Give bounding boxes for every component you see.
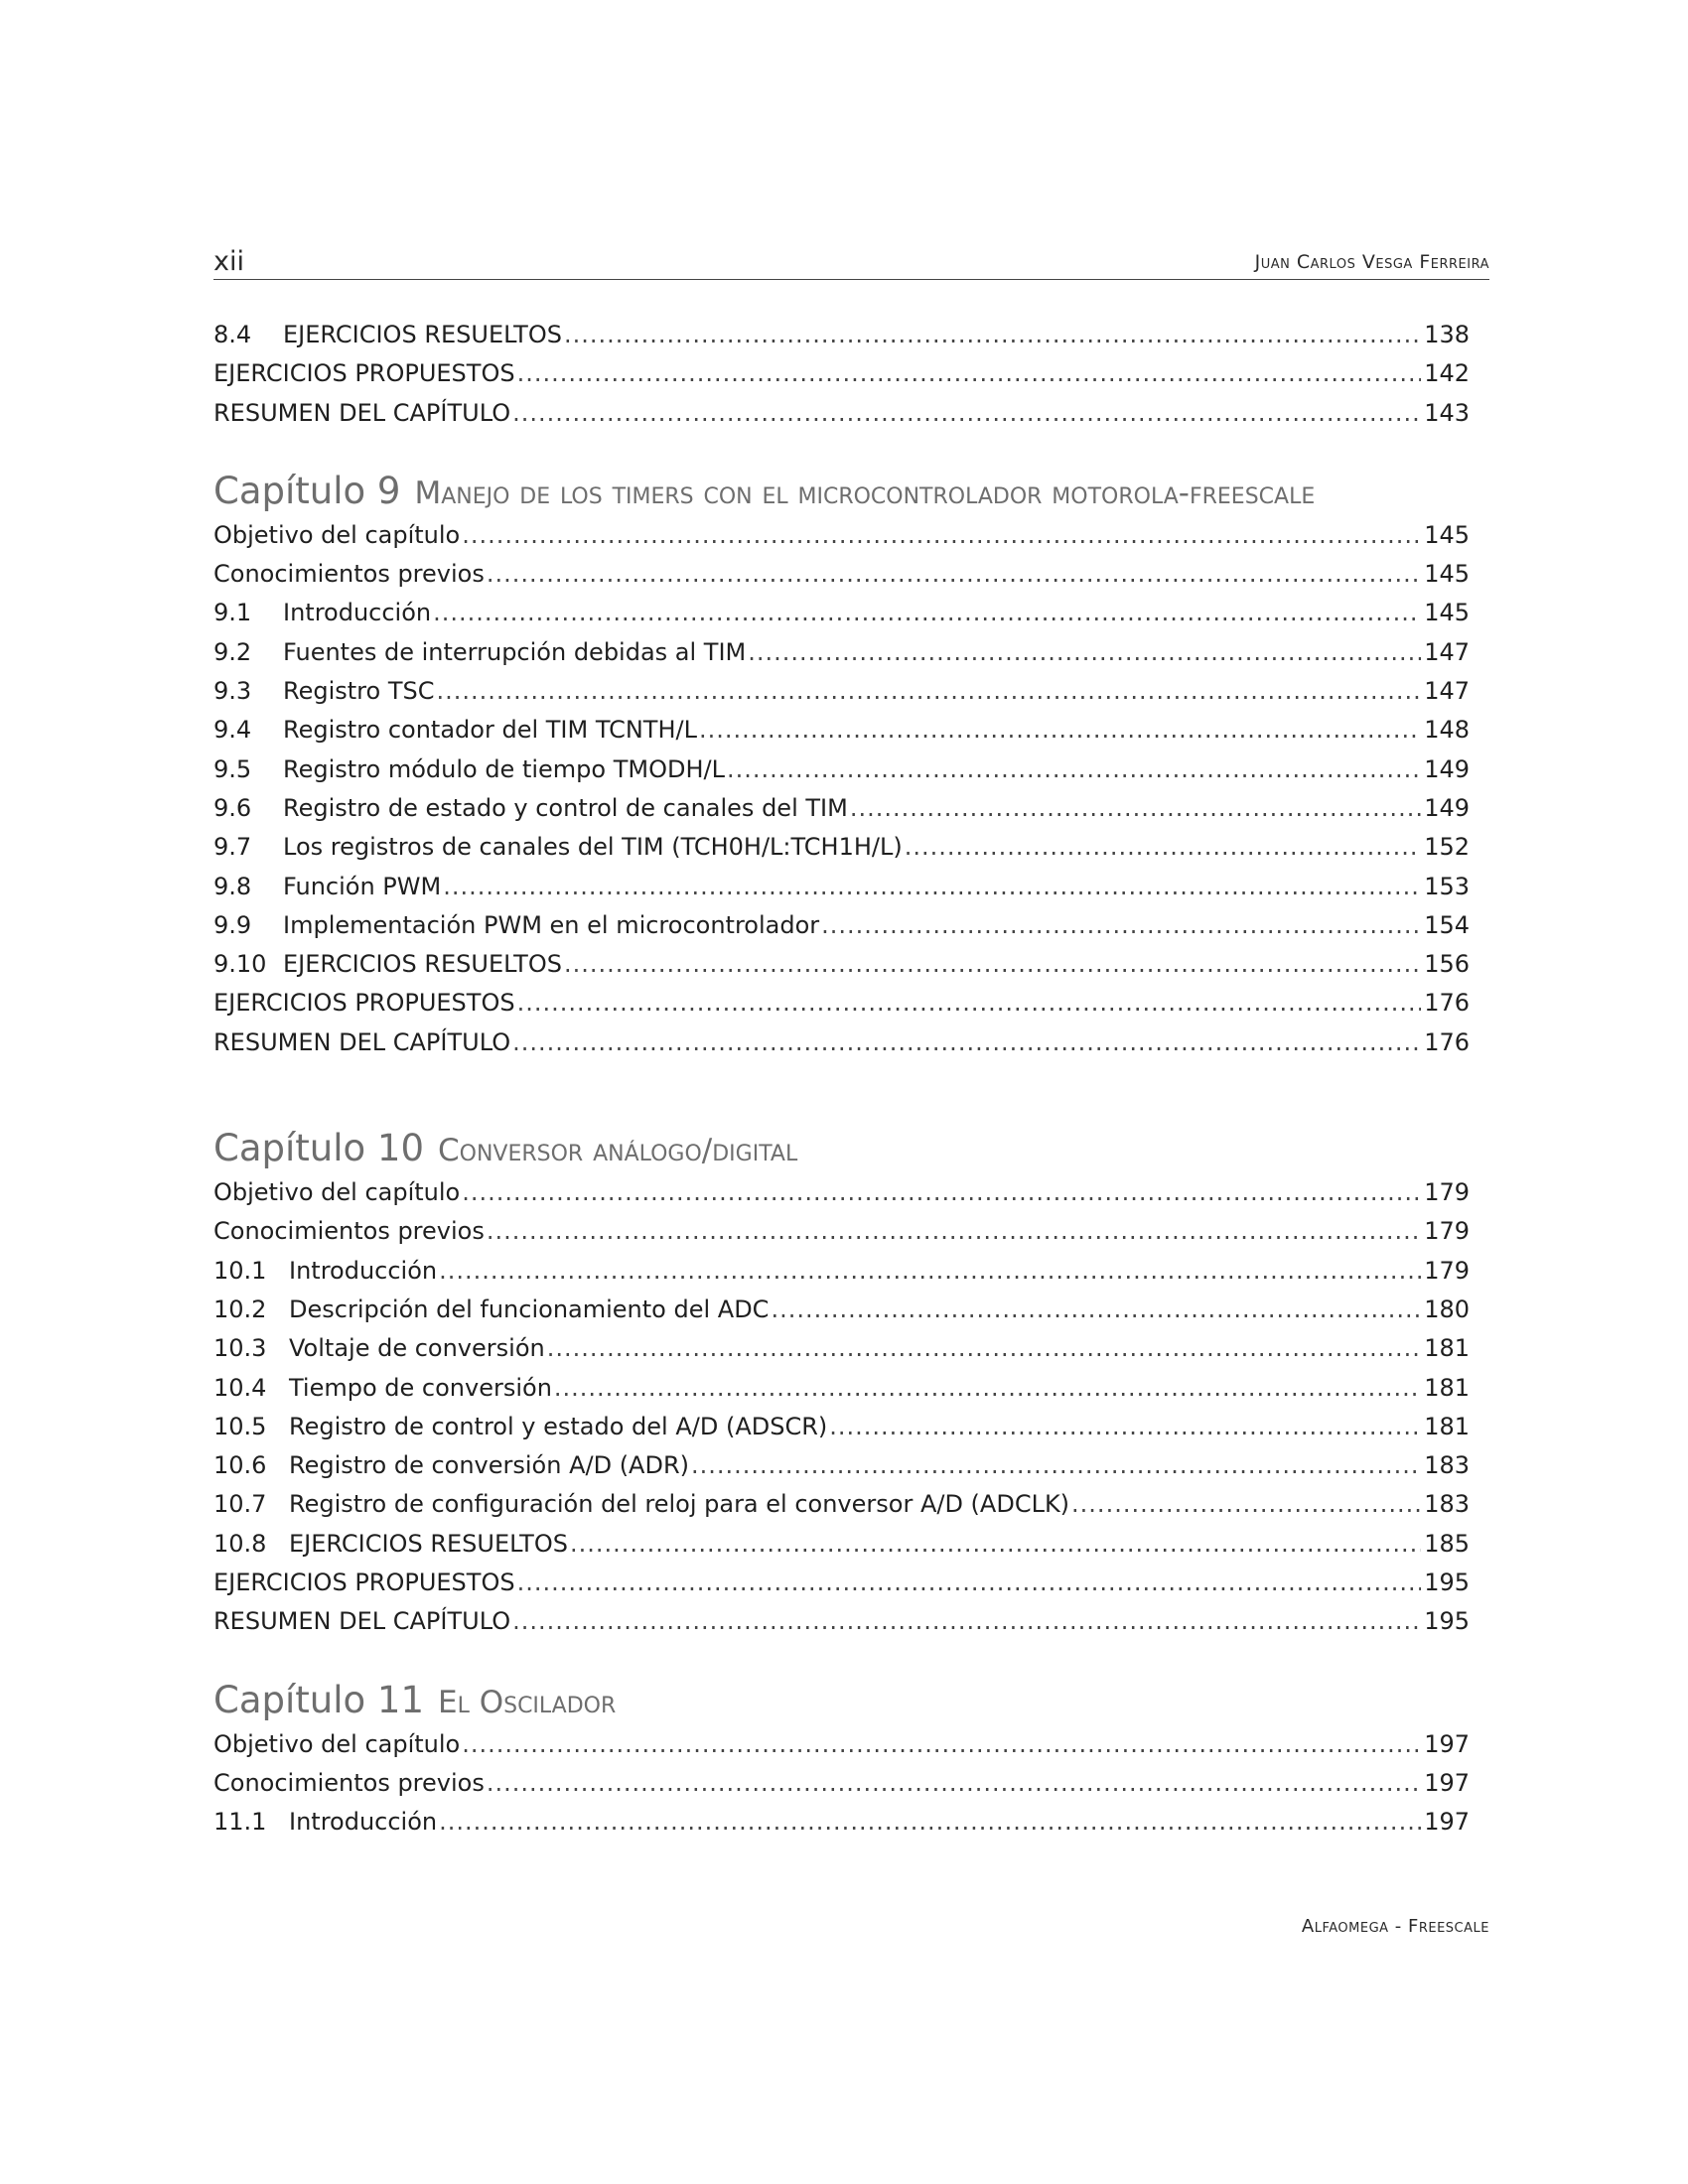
chapter-title: Manejo de los timers con el microcontrolador motorola-freescale [414, 475, 1316, 511]
toc-entry-number: 9.1 [213, 599, 252, 627]
toc-entry[interactable] [213, 1525, 1470, 1564]
toc-entry[interactable] [213, 1564, 1470, 1602]
dot-leader [554, 1369, 1421, 1408]
toc-entry[interactable] [213, 394, 1470, 433]
toc-entry[interactable] [213, 1602, 1470, 1641]
running-author: Juan Carlos Vesga Ferreira [1254, 251, 1489, 273]
toc-entry-label: RESUMEN DEL CAPÍTULO [213, 1027, 511, 1056]
toc-entry-number: 9.4 [213, 716, 252, 745]
toc-entry-number: 10.7 [213, 1490, 267, 1519]
toc-entry-page: 179 [1424, 1178, 1470, 1207]
toc-entry[interactable] [213, 1485, 1470, 1524]
toc-entry[interactable] [213, 789, 1470, 828]
chapter-number: Capítulo 9 [213, 469, 401, 512]
toc-entry[interactable] [213, 633, 1470, 672]
toc-entry-page: 149 [1424, 793, 1470, 822]
chapter-title: El Oscilador [438, 1684, 617, 1720]
toc-entry[interactable] [213, 868, 1470, 906]
dot-leader [462, 1173, 1421, 1212]
toc-entry-page: 195 [1424, 1607, 1470, 1636]
dot-leader [439, 1803, 1421, 1842]
dot-leader [517, 984, 1422, 1023]
dot-leader [829, 1408, 1421, 1446]
toc-entry-label: EJERCICIOS RESUELTOS [283, 950, 562, 979]
toc-entry-page: 145 [1424, 520, 1470, 549]
toc-entry-label: Conocimientos previos [213, 1768, 485, 1797]
toc-entry-number: 10.5 [213, 1412, 267, 1440]
toc-entry-label: Descripción del funcionamiento del ADC [289, 1295, 770, 1323]
dot-leader [512, 394, 1421, 433]
toc-entry-number: 9.3 [213, 677, 252, 706]
toc-entry-number: 10.1 [213, 1256, 267, 1285]
toc-entry-number: 9.2 [213, 637, 252, 666]
dot-leader [547, 1329, 1421, 1368]
toc-entry-page: 143 [1424, 398, 1470, 427]
toc-entry-page: 147 [1424, 677, 1470, 706]
toc-entry-page: 156 [1424, 950, 1470, 979]
toc-entry-label: Los registros de canales del TIM (TCH0H/L:TCH1H/L) [283, 833, 903, 862]
toc-entry-label: Registro de configuración del reloj para el conversor A/D (ADCLK) [289, 1490, 1070, 1519]
toc-entry-label: Registro de control y estado del A/D (ADSCR) [289, 1412, 828, 1440]
toc-entry-page: 142 [1424, 359, 1470, 388]
toc-entry-page: 185 [1424, 1529, 1470, 1558]
toc-entry[interactable] [213, 711, 1470, 750]
dot-leader [748, 633, 1421, 672]
dot-leader [821, 906, 1421, 945]
toc-entry-label: EJERCICIOS RESUELTOS [289, 1529, 568, 1558]
toc-entry[interactable] [213, 1408, 1470, 1446]
toc-entry-page: 152 [1424, 833, 1470, 862]
toc-entry-number: 10.4 [213, 1373, 267, 1402]
dot-leader [850, 789, 1421, 828]
toc-entry[interactable] [213, 1764, 1470, 1803]
toc-entry-page: 176 [1424, 989, 1470, 1018]
toc-entry[interactable] [213, 828, 1470, 867]
toc-entry-label: EJERCICIOS PROPUESTOS [213, 1569, 515, 1597]
toc-entry-label: EJERCICIOS PROPUESTOS [213, 989, 515, 1018]
toc-entry-page: 180 [1424, 1295, 1470, 1323]
toc-entry-label: Registro de estado y control de canales del TIM [283, 793, 848, 822]
toc-entry[interactable] [213, 906, 1470, 945]
toc-entry-label: RESUMEN DEL CAPÍTULO [213, 1607, 511, 1636]
toc-entry-label: Conocimientos previos [213, 560, 485, 589]
dot-leader [433, 594, 1421, 632]
dot-leader [727, 751, 1421, 789]
chapter-heading-10[interactable] [213, 1124, 1470, 1173]
dot-leader [564, 945, 1421, 984]
toc-entry-page: 195 [1424, 1569, 1470, 1597]
toc-entry-label: EJERCICIOS PROPUESTOS [213, 359, 515, 388]
toc-entry[interactable] [213, 751, 1470, 789]
toc-entry-label: Tiempo de conversión [289, 1373, 552, 1402]
dot-leader [443, 868, 1421, 906]
toc-entry[interactable] [213, 1173, 1470, 1212]
toc-entry-number: 9.8 [213, 872, 252, 900]
toc-entry-label: Introducción [289, 1256, 438, 1285]
dot-leader [487, 1212, 1421, 1251]
toc-entry[interactable] [213, 1212, 1470, 1251]
toc-entry-number: 9.5 [213, 754, 252, 783]
toc-entry-page: 179 [1424, 1217, 1470, 1246]
toc-entry-number: 9.10 [213, 950, 267, 979]
dot-leader [512, 1024, 1421, 1062]
toc-entry-number: 11.1 [213, 1808, 267, 1837]
toc-entry-number: 10.3 [213, 1334, 267, 1363]
dot-leader [1071, 1485, 1421, 1524]
toc-entry-page: 197 [1424, 1729, 1470, 1758]
toc-entry-page: 149 [1424, 754, 1470, 783]
chapter-heading-9[interactable] [213, 467, 1470, 516]
dot-leader [564, 316, 1421, 354]
toc-entry-label: Fuentes de interrupción debidas al TIM [283, 637, 747, 666]
dot-leader [905, 828, 1421, 867]
toc-entry-page: 181 [1424, 1334, 1470, 1363]
chapter-number: Capítulo 11 [213, 1678, 424, 1721]
toc-entry-page: 153 [1424, 872, 1470, 900]
toc-entry[interactable] [213, 672, 1470, 711]
toc-entry[interactable] [213, 316, 1470, 354]
toc-entry-page: 197 [1424, 1768, 1470, 1797]
toc-entry[interactable] [213, 945, 1470, 984]
toc-entry-label: EJERCICIOS RESUELTOS [283, 321, 562, 348]
toc-entry-page: 145 [1424, 599, 1470, 627]
toc-entry-label: Objetivo del capítulo [213, 520, 461, 549]
toc-entry[interactable] [213, 1725, 1470, 1764]
dot-leader [462, 516, 1421, 555]
toc-entry[interactable] [213, 984, 1470, 1023]
toc-entry[interactable] [213, 1291, 1470, 1329]
toc-entry[interactable] [213, 354, 1470, 393]
toc-entry-number: 10.8 [213, 1529, 267, 1558]
toc-entry-page: 183 [1424, 1490, 1470, 1519]
toc-entry-number: 10.2 [213, 1295, 267, 1323]
toc-entry-page: 138 [1424, 321, 1470, 348]
toc-entry-label: Registro de conversión A/D (ADR) [289, 1451, 689, 1480]
toc-entry-label: Introducción [283, 599, 432, 627]
dot-leader [462, 1725, 1421, 1764]
toc-entry[interactable] [213, 1803, 1470, 1842]
toc-entry-page: 183 [1424, 1451, 1470, 1480]
toc-entry-label: Objetivo del capítulo [213, 1729, 461, 1758]
running-footer: Alfaomega - Freescale [1301, 1916, 1489, 1937]
chapter-heading-11[interactable] [213, 1676, 1470, 1725]
toc-entry-page: 145 [1424, 560, 1470, 589]
toc-entry-number: 9.6 [213, 793, 252, 822]
table-of-contents [213, 316, 1470, 1843]
toc-entry-label: Objetivo del capítulo [213, 1178, 461, 1207]
dot-leader [436, 672, 1421, 711]
toc-entry-page: 181 [1424, 1412, 1470, 1440]
dot-leader [487, 555, 1421, 594]
toc-entry-page: 147 [1424, 637, 1470, 666]
dot-leader [517, 1564, 1422, 1602]
toc-entry-number: 8.4 [213, 321, 252, 348]
toc-entry-page: 179 [1424, 1256, 1470, 1285]
toc-entry[interactable] [213, 594, 1470, 632]
toc-entry-label: Registro TSC [283, 677, 435, 706]
toc-entry-number: 9.9 [213, 910, 252, 939]
toc-entry[interactable] [213, 555, 1470, 594]
toc-entry[interactable] [213, 1252, 1470, 1291]
dot-leader [570, 1525, 1421, 1564]
toc-entry-label: Implementación PWM en el microcontrolador [283, 910, 820, 939]
toc-entry-label: Función PWM [283, 872, 442, 900]
chapter-title: Conversor análogo/digital [438, 1133, 798, 1169]
toc-entry[interactable] [213, 1024, 1470, 1062]
toc-entry-page: 148 [1424, 716, 1470, 745]
toc-entry-label: Voltaje de conversión [289, 1334, 545, 1363]
page-number: xii [213, 246, 244, 277]
toc-entry[interactable] [213, 1369, 1470, 1408]
dot-leader [699, 711, 1421, 750]
dot-leader [691, 1446, 1421, 1485]
toc-entry[interactable] [213, 1446, 1470, 1485]
toc-entry-label: Registro módulo de tiempo TMODH/L [283, 754, 725, 783]
toc-entry[interactable] [213, 1329, 1470, 1368]
toc-entry-page: 181 [1424, 1373, 1470, 1402]
dot-leader [487, 1764, 1421, 1803]
running-header [213, 243, 1489, 280]
dot-leader [517, 354, 1422, 393]
toc-entry-page: 176 [1424, 1027, 1470, 1056]
toc-entry-label: Conocimientos previos [213, 1217, 485, 1246]
dot-leader [439, 1252, 1421, 1291]
toc-entry-number: 10.6 [213, 1451, 267, 1480]
chapter-number: Capítulo 10 [213, 1127, 424, 1170]
toc-entry-label: Registro contador del TIM TCNTH/L [283, 716, 697, 745]
dot-leader [771, 1291, 1421, 1329]
toc-entry-label: RESUMEN DEL CAPÍTULO [213, 398, 511, 427]
toc-entry-number: 9.7 [213, 833, 252, 862]
toc-entry-page: 154 [1424, 910, 1470, 939]
toc-entry[interactable] [213, 516, 1470, 555]
toc-entry-label: Introducción [289, 1808, 438, 1837]
toc-entry-page: 197 [1424, 1808, 1470, 1837]
dot-leader [512, 1602, 1421, 1641]
